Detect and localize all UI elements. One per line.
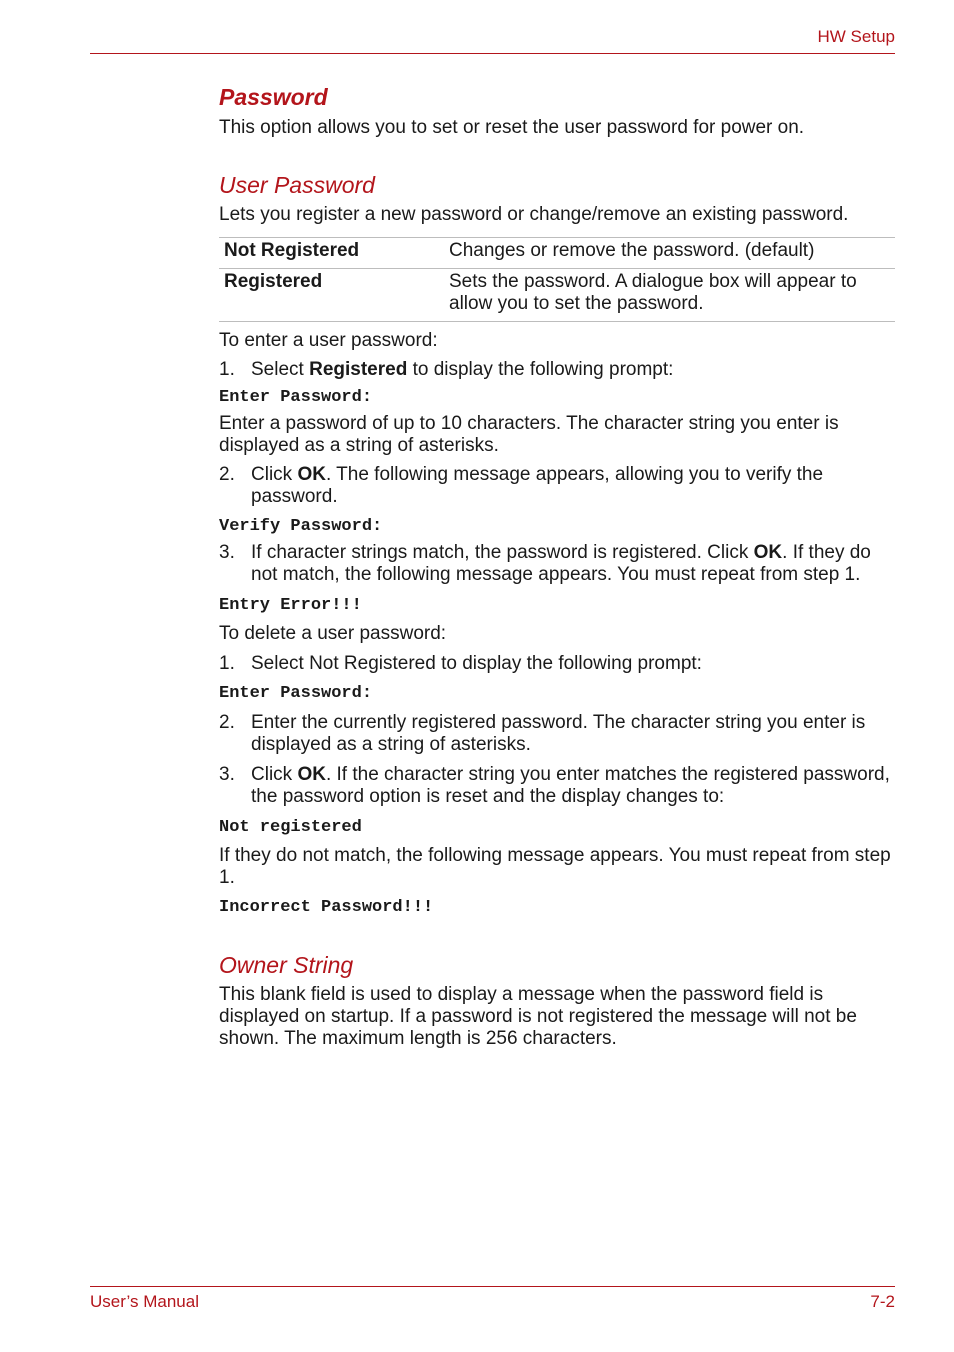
step-text: Click	[251, 764, 298, 785]
step-number: 2.	[219, 712, 235, 733]
running-header-title: HW Setup	[817, 27, 895, 46]
list-item	[219, 764, 895, 808]
footer-page-number: 7-2	[870, 1292, 895, 1311]
user-password-heading: User Password	[219, 172, 375, 198]
step-text: . If the character string you enter matches the registered password, the password option is reset and the display changes to:	[251, 764, 890, 807]
step-number: 2.	[219, 464, 235, 485]
list-item	[219, 359, 895, 381]
entry-error-message: Entry Error!!!	[219, 596, 362, 615]
table-row	[219, 269, 895, 322]
list-item	[219, 653, 895, 675]
password-description: This option allows you to set or reset the user password for power on.	[219, 117, 805, 138]
step-number: 1.	[219, 359, 235, 380]
step-text: Select	[251, 359, 310, 380]
footer-rule	[90, 1286, 895, 1287]
option-value: Sets the password. A dialogue box will appear to allow you to set the password.	[449, 271, 857, 314]
list-item	[219, 712, 895, 756]
password-heading: Password	[219, 84, 328, 110]
header-rule	[90, 53, 895, 54]
step-text: If character strings match, the password is registered. Click	[251, 542, 754, 563]
step-number: 3.	[219, 764, 235, 785]
step-number: 3.	[219, 542, 235, 563]
table-row	[219, 238, 895, 269]
option-key: Not Registered	[224, 240, 360, 261]
step-bold-text: OK	[753, 542, 783, 563]
enter-password-prompt: Enter Password:	[219, 388, 373, 407]
owner-string-heading: Owner String	[219, 952, 354, 978]
step-bold-text: OK	[297, 764, 326, 785]
list-item	[219, 542, 895, 586]
footer-manual-title: User’s Manual	[90, 1292, 199, 1311]
user-password-description: Lets you register a new password or change/remove an existing password.	[219, 204, 849, 225]
step-text: Enter the currently registered password. The character string you enter is displayed as a string of asterisks.	[251, 712, 866, 755]
option-value: Changes or remove the password. (default)	[449, 240, 815, 261]
step-text: . The following message appears, allowing you to verify the password.	[251, 464, 824, 507]
verify-password-prompt: Verify Password:	[219, 517, 383, 536]
option-key: Registered	[224, 271, 323, 292]
delete-enter-password-prompt: Enter Password:	[219, 684, 373, 703]
page-content	[219, 83, 895, 1050]
step-number: 1.	[219, 653, 235, 674]
not-registered-message: Not registered	[219, 818, 362, 837]
list-item	[219, 464, 895, 508]
step-text: Select Not Registered to display the following prompt:	[251, 653, 702, 674]
step-bold-text: OK	[297, 464, 326, 485]
step-text: . If they do not match, the following message appears. You must repeat from step 1.	[251, 542, 871, 585]
owner-string-description: This blank field is used to display a message when the password field is displayed on startup. If a password is not registered the message will not be shown. The maximum length is 256 characters.	[219, 984, 857, 1049]
step-bold-text: Registered	[309, 359, 408, 380]
mismatch-explanation: If they do not match, the following message appears. You must repeat from step 1.	[219, 845, 891, 888]
step-text: to display the following prompt:	[407, 359, 674, 380]
step-text: Click	[251, 464, 298, 485]
user-password-options-table	[219, 237, 895, 322]
incorrect-password-message: Incorrect Password!!!	[219, 898, 434, 917]
delete-intro: To delete a user password:	[219, 623, 447, 644]
enter-explanation: Enter a password of up to 10 characters. The character string you enter is displayed as a string of asterisks.	[219, 413, 839, 456]
enter-intro: To enter a user password:	[219, 330, 438, 351]
